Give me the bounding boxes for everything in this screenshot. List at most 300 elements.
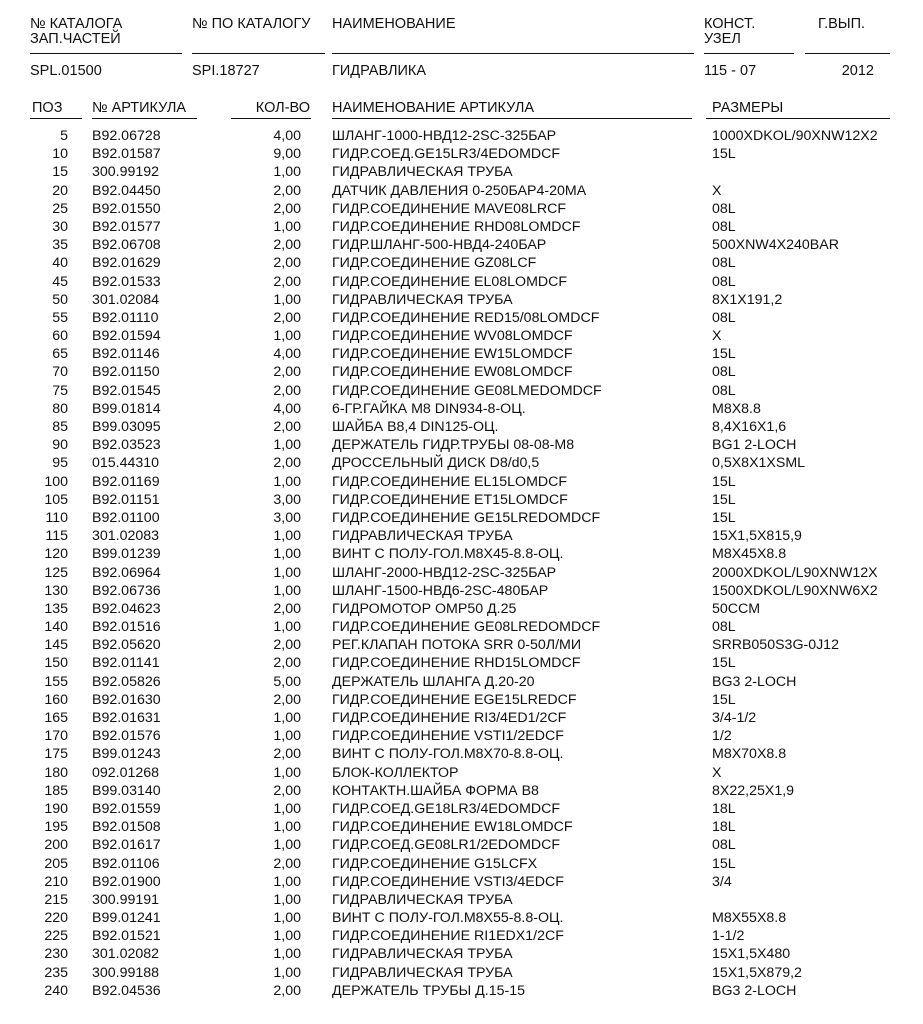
- row-article: B92.05826: [92, 673, 161, 690]
- row-pos: 220: [44, 910, 68, 927]
- row-pos: 145: [44, 637, 68, 654]
- table-row: [0, 309, 923, 327]
- col-name-header: НАИМЕНОВАНИЕ АРТИКУЛА: [332, 100, 535, 116]
- row-article: B92.01100: [92, 509, 160, 526]
- row-dims: 1000XDKOL/90XNW12X2: [712, 128, 878, 144]
- table-row: [0, 436, 923, 454]
- row-name: ГИДРАВЛИЧЕСКАЯ ТРУБА: [332, 946, 513, 963]
- table-row: [0, 600, 923, 618]
- row-name: ГИДРОМОТОР OMP50 Д.25: [332, 600, 517, 617]
- column-rule: [231, 118, 311, 119]
- row-dims: X: [712, 328, 722, 345]
- row-qty: 4,00: [273, 346, 301, 363]
- row-qty: 1,00: [273, 328, 301, 345]
- row-qty: 2,00: [273, 382, 301, 399]
- row-name: ГИДР.СОЕДИНЕНИЕ RI1EDX1/2CF: [332, 928, 564, 945]
- row-qty: 1,00: [273, 800, 301, 817]
- table-row: [0, 491, 923, 509]
- row-article: B92.01587: [92, 146, 161, 163]
- row-article: B92.04450: [92, 182, 161, 199]
- table-row: [0, 782, 923, 800]
- row-article: B99.01241: [92, 910, 161, 927]
- row-pos: 115: [45, 528, 68, 545]
- row-name: ШЛАНГ-2000-НВД12-2SC-325БАР: [332, 564, 557, 581]
- row-dims: 1-1/2: [712, 928, 745, 945]
- table-row: [0, 618, 923, 636]
- row-dims: BG1 2-LOCH: [712, 437, 797, 454]
- row-qty: 4,00: [273, 400, 301, 417]
- table-row: [0, 527, 923, 545]
- row-pos: 170: [44, 728, 68, 745]
- row-article: B92.01521: [92, 928, 161, 945]
- row-pos: 215: [44, 891, 68, 908]
- catalog-no-value: SPI.18727: [192, 63, 260, 79]
- row-dims: 15X1,5X815,9: [712, 528, 802, 545]
- row-dims: 15L: [712, 655, 736, 672]
- row-pos: 180: [44, 764, 68, 781]
- row-pos: 130: [44, 582, 68, 599]
- row-pos: 15: [52, 164, 68, 181]
- row-name: БЛОК-КОЛЛЕКТОР: [332, 764, 459, 781]
- table-row: [0, 382, 923, 400]
- table-row: [0, 291, 923, 309]
- row-name: ВИНТ С ПОЛУ-ГОЛ.M8X55-8.8-ОЦ.: [332, 910, 564, 927]
- row-article: B92.01508: [92, 819, 161, 836]
- row-pos: 105: [44, 491, 68, 508]
- table-row: [0, 400, 923, 418]
- row-pos: 20: [52, 182, 68, 199]
- row-article: 301.02082: [92, 946, 160, 963]
- row-article: 092.01268: [92, 764, 160, 781]
- row-name: ГИДР.СОЕДИНЕНИЕ RED15/08LOMDCF: [332, 309, 600, 326]
- row-name: ШАЙБА B8,4 DIN125-ОЦ.: [332, 419, 499, 435]
- row-article: 015.44310: [92, 455, 160, 472]
- row-article: B92.01106: [92, 855, 160, 872]
- row-qty: 2,00: [273, 273, 301, 290]
- header-rule: [332, 53, 694, 54]
- row-pos: 175: [44, 746, 68, 763]
- row-pos: 240: [44, 982, 68, 999]
- header-rule: [704, 53, 794, 54]
- table-row: [0, 654, 923, 672]
- row-pos: 155: [44, 673, 68, 690]
- row-qty: 2,00: [273, 746, 301, 763]
- table-row: [0, 909, 923, 927]
- table-row: [0, 818, 923, 836]
- row-article: B92.01146: [92, 346, 160, 363]
- table-row: [0, 473, 923, 491]
- row-dims: 08L: [712, 382, 736, 399]
- catalog-label: № КАТАЛОГА ЗАП.ЧАСТЕЙ: [30, 16, 123, 47]
- row-pos: 85: [52, 419, 68, 435]
- row-pos: 190: [44, 800, 68, 817]
- row-article: B99.03095: [92, 419, 161, 435]
- row-qty: 1,00: [273, 564, 301, 581]
- row-qty: 1,00: [273, 546, 301, 563]
- row-name: ГИДР.СОЕДИНЕНИЕ WV08LOMDCF: [332, 328, 573, 345]
- row-article: B92.01110: [92, 309, 159, 326]
- row-qty: 1,00: [273, 619, 301, 636]
- row-pos: 160: [44, 691, 68, 708]
- row-dims: 500XNW4X240BAR: [712, 237, 839, 254]
- row-article: B92.01150: [92, 364, 160, 381]
- row-article: B92.05620: [92, 637, 161, 654]
- row-pos: 35: [52, 237, 68, 254]
- row-name: ГИДР.СОЕДИНЕНИЕ EL15LOMDCF: [332, 473, 568, 490]
- table-row: [0, 545, 923, 563]
- row-dims: 18L: [712, 800, 736, 817]
- row-name: ДАТЧИК ДАВЛЕНИЯ 0-250БАР4-20МА: [332, 182, 587, 199]
- col-pos-header: ПОЗ: [32, 100, 63, 116]
- row-article: B92.04623: [92, 600, 161, 617]
- row-dims: 3/4-1/2: [712, 710, 757, 726]
- row-qty: 2,00: [273, 600, 301, 617]
- row-article: B92.01577: [92, 218, 161, 235]
- row-name: 6-ГР.ГАЙКА M8 DIN934-8-ОЦ.: [332, 400, 526, 417]
- row-article: B92.04536: [92, 982, 161, 999]
- table-row: [0, 254, 923, 272]
- row-dims: 15L: [712, 491, 736, 508]
- unit-value: 115 - 07: [704, 63, 757, 79]
- row-dims: M8X70X8.8: [712, 746, 787, 763]
- row-qty: 5,00: [273, 673, 301, 690]
- row-article: B92.01545: [92, 382, 161, 399]
- row-name: ШЛАНГ-1000-НВД12-2SC-325БАР: [332, 128, 557, 144]
- row-qty: 1,00: [273, 728, 301, 745]
- table-row: [0, 964, 923, 982]
- row-name: ГИДР.СОЕДИНЕНИЕ G15LCFX: [332, 855, 538, 872]
- row-name: ВИНТ С ПОЛУ-ГОЛ.M8X70-8.8-ОЦ.: [332, 746, 564, 763]
- row-name: ГИДР.СОЕДИНЕНИЕ VSTI3/4EDCF: [332, 873, 564, 890]
- row-dims: 15L: [712, 346, 736, 363]
- row-dims: X: [712, 182, 722, 199]
- catalog-no-label: № ПО КАТАЛОГУ: [192, 16, 311, 32]
- table-row: [0, 327, 923, 345]
- header-rule: [192, 53, 325, 54]
- col-article-header: № АРТИКУЛА: [92, 100, 187, 116]
- column-rule: [92, 118, 197, 119]
- row-dims: M8X45X8.8: [712, 546, 787, 563]
- table-row: [0, 564, 923, 582]
- row-pos: 80: [52, 400, 68, 417]
- table-row: [0, 691, 923, 709]
- row-qty: 2,00: [273, 455, 301, 472]
- row-name: ГИДР.СОЕДИНЕНИЕ GE15LREDOMDCF: [332, 509, 601, 526]
- row-qty: 1,00: [273, 873, 301, 890]
- row-pos: 40: [52, 255, 68, 272]
- row-name: ГИДР.СОЕДИНЕНИЕ RI3/4ED1/2CF: [332, 710, 567, 726]
- column-rule: [30, 118, 82, 119]
- row-article: B92.03523: [92, 437, 161, 454]
- table-row: [0, 727, 923, 745]
- row-dims: 08L: [712, 309, 736, 326]
- row-dims: 50CCM: [712, 600, 761, 617]
- row-dims: 08L: [712, 255, 736, 272]
- column-rule: [706, 118, 890, 119]
- row-pos: 25: [52, 200, 68, 217]
- row-article: B92.06736: [92, 582, 161, 599]
- row-name: ДЕРЖАТЕЛЬ ТРУБЫ Д.15-15: [332, 982, 525, 999]
- row-dims: 15L: [712, 855, 736, 872]
- row-dims: 08L: [712, 837, 736, 854]
- row-qty: 2,00: [273, 200, 301, 217]
- table-row: [0, 873, 923, 891]
- row-article: B92.06964: [92, 564, 161, 581]
- row-name: ГИДР.СОЕДИНЕНИЕ EL08LOMDCF: [332, 273, 568, 290]
- row-name: ГИДР.СОЕД.GE08LR1/2EDOMDCF: [332, 837, 561, 854]
- row-qty: 1,00: [273, 928, 301, 945]
- row-dims: 08L: [712, 619, 736, 636]
- row-dims: 1500XDKOL/L90XNW6X2: [712, 582, 878, 599]
- row-dims: X: [712, 764, 722, 781]
- row-qty: 2,00: [273, 855, 301, 872]
- row-pos: 90: [52, 437, 68, 454]
- row-pos: 235: [44, 964, 68, 981]
- row-pos: 140: [44, 619, 68, 636]
- row-name: ГИДР.СОЕДИНЕНИЕ GE08LMEDOMDCF: [332, 382, 602, 399]
- row-article: B92.01559: [92, 800, 161, 817]
- header-rule: [30, 53, 182, 54]
- year-value: 2012: [841, 63, 874, 79]
- table-row: [0, 236, 923, 254]
- row-qty: 2,00: [273, 182, 301, 199]
- row-dims: 08L: [712, 364, 736, 381]
- row-name: КОНТАКТН.ШАЙБА ФОРМА B8: [332, 782, 539, 799]
- row-article: B92.01141: [92, 655, 160, 672]
- row-dims: 3/4: [712, 873, 732, 890]
- row-article: 301.02083: [92, 528, 160, 545]
- table-row: [0, 891, 923, 909]
- row-qty: 2,00: [273, 982, 301, 999]
- row-article: B92.01516: [92, 619, 161, 636]
- table-row: [0, 273, 923, 291]
- row-name: ГИДРАВЛИЧЕСКАЯ ТРУБА: [332, 891, 513, 908]
- name-label: НАИМЕНОВАНИЕ: [332, 16, 456, 32]
- table-row: [0, 454, 923, 472]
- row-name: ДРОССЕЛЬНЫЙ ДИСК D8/d0,5: [332, 455, 540, 472]
- row-pos: 195: [44, 819, 68, 836]
- table-row: [0, 982, 923, 1000]
- row-article: B92.01900: [92, 873, 161, 890]
- row-name: ГИДРАВЛИЧЕСКАЯ ТРУБА: [332, 964, 513, 981]
- row-pos: 70: [52, 364, 68, 381]
- row-qty: 2,00: [273, 237, 301, 254]
- row-pos: 200: [44, 837, 68, 854]
- row-dims: M8X55X8.8: [712, 910, 787, 927]
- row-qty: 1,00: [273, 291, 301, 308]
- row-pos: 125: [44, 564, 68, 581]
- row-pos: 205: [44, 855, 68, 872]
- table-row: [0, 636, 923, 654]
- table-row: [0, 582, 923, 600]
- table-row: [0, 218, 923, 236]
- row-pos: 135: [44, 600, 68, 617]
- header-rule: [805, 53, 890, 54]
- row-dims: 15L: [712, 146, 736, 163]
- row-name: ГИДР.СОЕДИНЕНИЕ RHD08LOMDCF: [332, 218, 581, 235]
- row-article: B92.01533: [92, 273, 161, 290]
- row-article: B99.01243: [92, 746, 161, 763]
- row-qty: 3,00: [273, 491, 301, 508]
- row-dims: 15L: [712, 509, 736, 526]
- row-qty: 1,00: [273, 819, 301, 836]
- column-rule: [332, 118, 692, 119]
- row-name: ГИДР.СОЕДИНЕНИЕ GZ08LCF: [332, 255, 537, 272]
- row-dims: 15L: [712, 473, 736, 490]
- row-name: ГИДР.СОЕДИНЕНИЕ EGE15LREDCF: [332, 691, 577, 708]
- table-row: [0, 709, 923, 727]
- table-row: [0, 200, 923, 218]
- row-name: ГИДР.СОЕДИНЕНИЕ GE08LREDOMDCF: [332, 619, 601, 636]
- row-article: B92.01151: [92, 491, 160, 508]
- table-row: [0, 127, 923, 145]
- row-pos: 185: [44, 782, 68, 799]
- table-row: [0, 509, 923, 527]
- row-qty: 1,00: [273, 582, 301, 599]
- row-name: ГИДР.СОЕДИНЕНИЕ ET15LOMDCF: [332, 491, 568, 508]
- row-dims: 08L: [712, 218, 736, 235]
- row-qty: 1,00: [273, 910, 301, 927]
- row-qty: 1,00: [273, 837, 301, 854]
- row-qty: 9,00: [273, 146, 301, 163]
- row-article: B92.01617: [92, 837, 161, 854]
- row-name: ГИДРАВЛИЧЕСКАЯ ТРУБА: [332, 291, 513, 308]
- row-article: B92.01630: [92, 691, 161, 708]
- row-dims: 8X22,25X1,9: [712, 782, 795, 799]
- row-dims: BG3 2-LOCH: [712, 982, 797, 999]
- row-qty: 1,00: [273, 473, 301, 490]
- row-qty: 2,00: [273, 655, 301, 672]
- row-dims: 8X1X191,2: [712, 291, 783, 308]
- row-qty: 2,00: [273, 782, 301, 799]
- row-pos: 60: [52, 328, 68, 345]
- row-dims: 15X1,5X480: [712, 946, 791, 963]
- row-name: ГИДР.СОЕДИНЕНИЕ EW18LOMDCF: [332, 819, 573, 836]
- row-dims: M8X8.8: [712, 400, 761, 417]
- table-row: [0, 945, 923, 963]
- row-pos: 5: [60, 128, 68, 144]
- row-name: ДЕРЖАТЕЛЬ ГИДР.ТРУБЫ 08-08-M8: [332, 437, 575, 454]
- row-name: ГИДРАВЛИЧЕСКАЯ ТРУБА: [332, 528, 513, 545]
- table-row: [0, 182, 923, 200]
- row-article: 300.99191: [92, 891, 160, 908]
- row-dims: SRRB050S3G-0J12: [712, 637, 839, 654]
- row-qty: 1,00: [273, 528, 301, 545]
- row-name: ГИДР.СОЕДИНЕНИЕ MAVE08LRCF: [332, 200, 566, 217]
- row-pos: 75: [52, 382, 68, 399]
- row-dims: 2000XDKOL/L90XNW12X: [712, 564, 878, 581]
- row-article: 300.99192: [92, 164, 160, 181]
- row-article: B92.01169: [92, 473, 160, 490]
- table-row: [0, 800, 923, 818]
- row-qty: 1,00: [273, 891, 301, 908]
- catalog-value: SPL.01500: [30, 63, 102, 79]
- table-row: [0, 836, 923, 854]
- row-pos: 65: [52, 346, 68, 363]
- table-row: [0, 855, 923, 873]
- row-pos: 100: [44, 473, 68, 490]
- row-name: ДЕРЖАТЕЛЬ ШЛАНГА Д.20-20: [332, 673, 535, 690]
- row-article: B99.01239: [92, 546, 161, 563]
- row-article: B92.01629: [92, 255, 161, 272]
- table-row: [0, 345, 923, 363]
- row-qty: 3,00: [273, 509, 301, 526]
- row-pos: 150: [44, 655, 68, 672]
- row-name: ГИДР.СОЕДИНЕНИЕ EW08LOMDCF: [332, 364, 573, 381]
- row-qty: 2,00: [273, 255, 301, 272]
- row-article: B99.03140: [92, 782, 161, 799]
- row-qty: 1,00: [273, 164, 301, 181]
- row-dims: BG3 2-LOCH: [712, 673, 797, 690]
- parts-table: [0, 127, 923, 1000]
- row-dims: 08L: [712, 200, 736, 217]
- col-qty-header: КОЛ-ВО: [255, 100, 310, 116]
- row-pos: 165: [44, 710, 68, 726]
- row-article: 300.99188: [92, 964, 160, 981]
- row-article: B92.01594: [92, 328, 161, 345]
- row-name: ШЛАНГ-1500-НВД6-2SC-480БАР: [332, 582, 549, 599]
- table-row: [0, 673, 923, 691]
- col-dims-header: РАЗМЕРЫ: [712, 100, 784, 116]
- row-pos: 30: [52, 218, 68, 235]
- row-dims: 15L: [712, 691, 736, 708]
- row-dims: 0,5X8X1XSML: [712, 455, 806, 472]
- row-article: B92.01631: [92, 710, 161, 726]
- row-name: ВИНТ С ПОЛУ-ГОЛ.M8X45-8.8-ОЦ.: [332, 546, 564, 563]
- row-pos: 10: [52, 146, 68, 163]
- table-row: [0, 764, 923, 782]
- row-article: B92.06708: [92, 237, 161, 254]
- row-qty: 2,00: [273, 309, 301, 326]
- row-pos: 230: [44, 946, 68, 963]
- row-name: ГИДР.СОЕДИНЕНИЕ EW15LOMDCF: [332, 346, 573, 363]
- row-qty: 4,00: [273, 128, 301, 144]
- row-pos: 210: [44, 873, 68, 890]
- row-qty: 2,00: [273, 637, 301, 654]
- row-pos: 50: [52, 291, 68, 308]
- name-value: ГИДРАВЛИКА: [332, 63, 427, 79]
- row-pos: 55: [52, 309, 68, 326]
- table-row: [0, 418, 923, 436]
- row-qty: 1,00: [273, 437, 301, 454]
- row-qty: 2,00: [273, 419, 301, 435]
- row-name: ГИДР.СОЕД.GE18LR3/4EDOMDCF: [332, 800, 561, 817]
- year-label: Г.ВЫП.: [818, 16, 866, 32]
- table-row: [0, 363, 923, 381]
- row-qty: 2,00: [273, 691, 301, 708]
- row-qty: 1,00: [273, 710, 301, 726]
- row-name: ГИДР.СОЕД.GE15LR3/4EDOMDCF: [332, 146, 561, 163]
- row-dims: 15X1,5X879,2: [712, 964, 802, 981]
- row-article: B92.06728: [92, 128, 161, 144]
- row-pos: 45: [52, 273, 68, 290]
- row-name: ГИДРАВЛИЧЕСКАЯ ТРУБА: [332, 164, 513, 181]
- table-row: [0, 745, 923, 763]
- row-pos: 225: [44, 928, 68, 945]
- row-name: РЕГ.КЛАПАН ПОТОКА SRR 0-50Л/МИ: [332, 637, 582, 654]
- row-dims: 8,4X16X1,6: [712, 419, 787, 435]
- row-qty: 1,00: [273, 964, 301, 981]
- row-dims: 08L: [712, 273, 736, 290]
- row-name: ГИДР.СОЕДИНЕНИЕ RHD15LOMDCF: [332, 655, 581, 672]
- row-pos: 95: [52, 455, 68, 472]
- row-name: ГИДР.СОЕДИНЕНИЕ VSTI1/2EDCF: [332, 728, 564, 745]
- unit-label: КОНСТ. УЗЕЛ: [704, 16, 756, 47]
- row-article: B92.01576: [92, 728, 161, 745]
- row-article: B99.01814: [92, 400, 161, 417]
- row-pos: 110: [45, 509, 68, 526]
- row-article: B92.01550: [92, 200, 161, 217]
